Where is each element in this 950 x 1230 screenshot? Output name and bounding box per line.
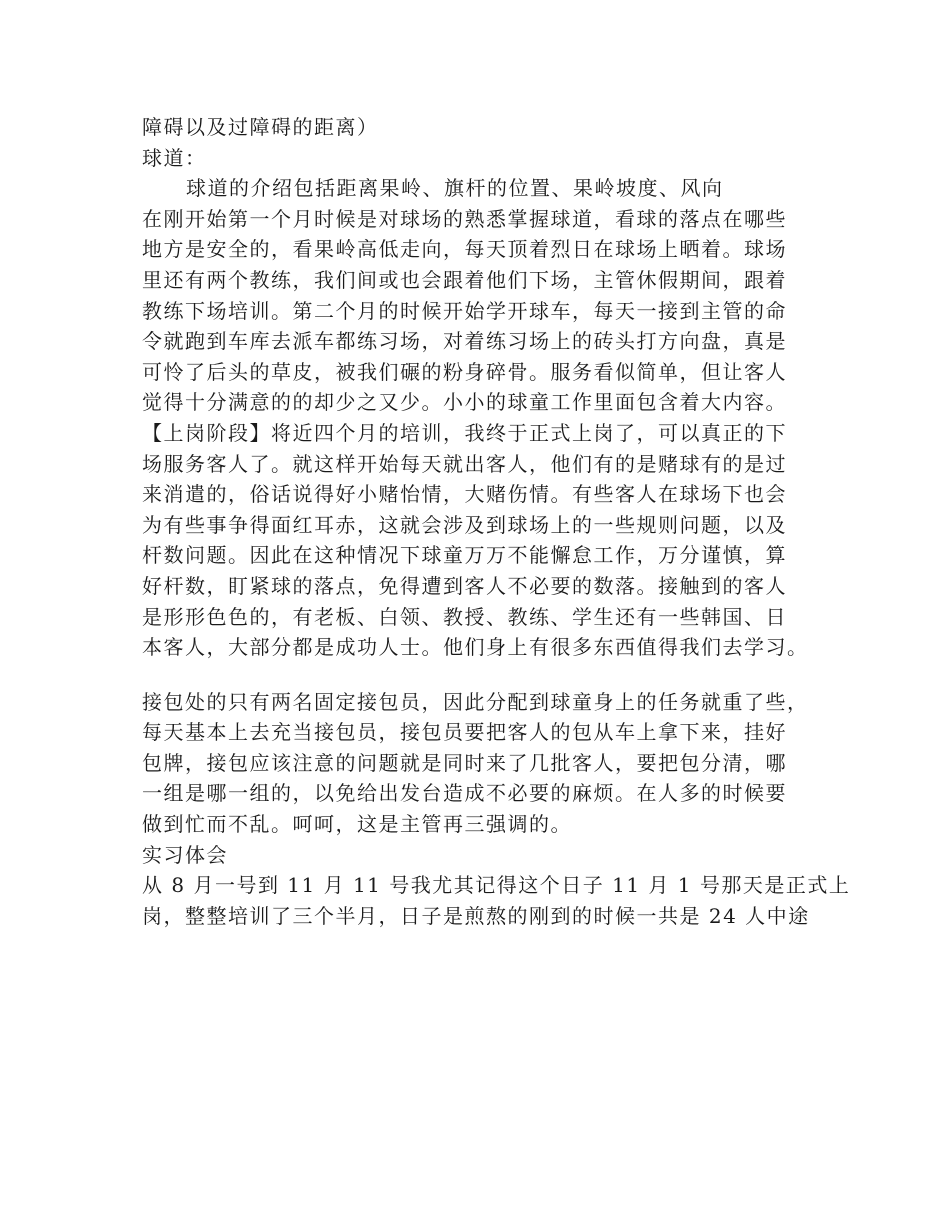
text-line: 地方是安全的，看果岭高低走向，每天顶着烈日在球场上晒着。球场 [142, 237, 787, 262]
paragraph-gap [142, 663, 810, 687]
document-page [142, 112, 851, 931]
text-line: 障碍以及过障碍的距离） [142, 115, 379, 139]
text-line: 一组是哪一组的，以免给出发台造成不必要的麻烦。在人多的时候要 [142, 781, 787, 806]
text-line: 每天基本上去充当接包员，接包员要把客人的包从车上拿下来，挂好 [142, 720, 787, 745]
text-line: 球道的介绍包括距离果岭、旗杆的位置、果岭坡度、风向 [186, 176, 724, 201]
text-line: 杆数问题。因此在这种情况下球童万万不能懈怠工作，万分谨慎，算 [142, 543, 787, 568]
text-line: 教练下场培训。第二个月的时候开始学开球车，每天一接到主管的命 [142, 298, 787, 323]
text-line: 从 8 月一号到 11 月 11 号我尤其记得这个日子 11 月 1 号那天是正式上 [142, 873, 851, 898]
section-heading-fairway: 球道： [142, 145, 207, 170]
text-line: 包牌，接包应该注意的问题就是同时来了几批客人，要把包分清，哪 [142, 750, 787, 775]
text-line: 好杆数，盯紧球的落点，免得遭到客人不必要的数落。接触到的客人 [142, 573, 787, 598]
text-line: 场服务客人了。就这样开始每天就出客人，他们有的是赌球有的是过 [142, 451, 787, 476]
text-line: 岗，整整培训了三个半月，日子是煎熬的刚到的时候一共是 24 人中途 [142, 903, 810, 928]
text-line: 在刚开始第一个月时候是对球场的熟悉掌握球道，看球的落点在哪些 [142, 206, 787, 231]
text-line: 是形形色色的，有老板、白领、教授、教练、学生还有一些韩国、日 [142, 604, 787, 629]
text-line: 令就跑到车库去派车都练习场，对着练习场上的砖头打方向盘，真是 [142, 329, 787, 354]
text-line: 觉得十分满意的的却少之又少。小小的球童工作里面包含着大内容。 [142, 390, 787, 415]
text-line: 【上岗阶段】将近四个月的培训，我终于正式上岗了，可以真正的下 [142, 420, 787, 445]
text-line: 为有些事争得面红耳赤，这就会涉及到球场上的一些规则问题，以及 [142, 512, 787, 537]
text-line: 来消遣的，俗话说得好小赌怡情，大赌伤情。有些客人在球场下也会 [142, 482, 787, 507]
text-line: 接包处的只有两名固定接包员，因此分配到球童身上的任务就重了些， [142, 689, 809, 714]
text-line: 做到忙而不乱。呵呵，这是主管再三强调的。 [142, 812, 572, 837]
text-line: 本客人，大部分都是成功人士。他们身上有很多东西值得我们去学习。 [142, 635, 809, 660]
section-heading-internship: 实习体会 [142, 842, 228, 867]
text-line: 里还有两个教练，我们间或也会跟着他们下场，主管休假期间，跟着 [142, 267, 787, 292]
text-line: 可怜了后头的草皮，被我们碾的粉身碎骨。服务看似简单，但让客人 [142, 359, 787, 384]
